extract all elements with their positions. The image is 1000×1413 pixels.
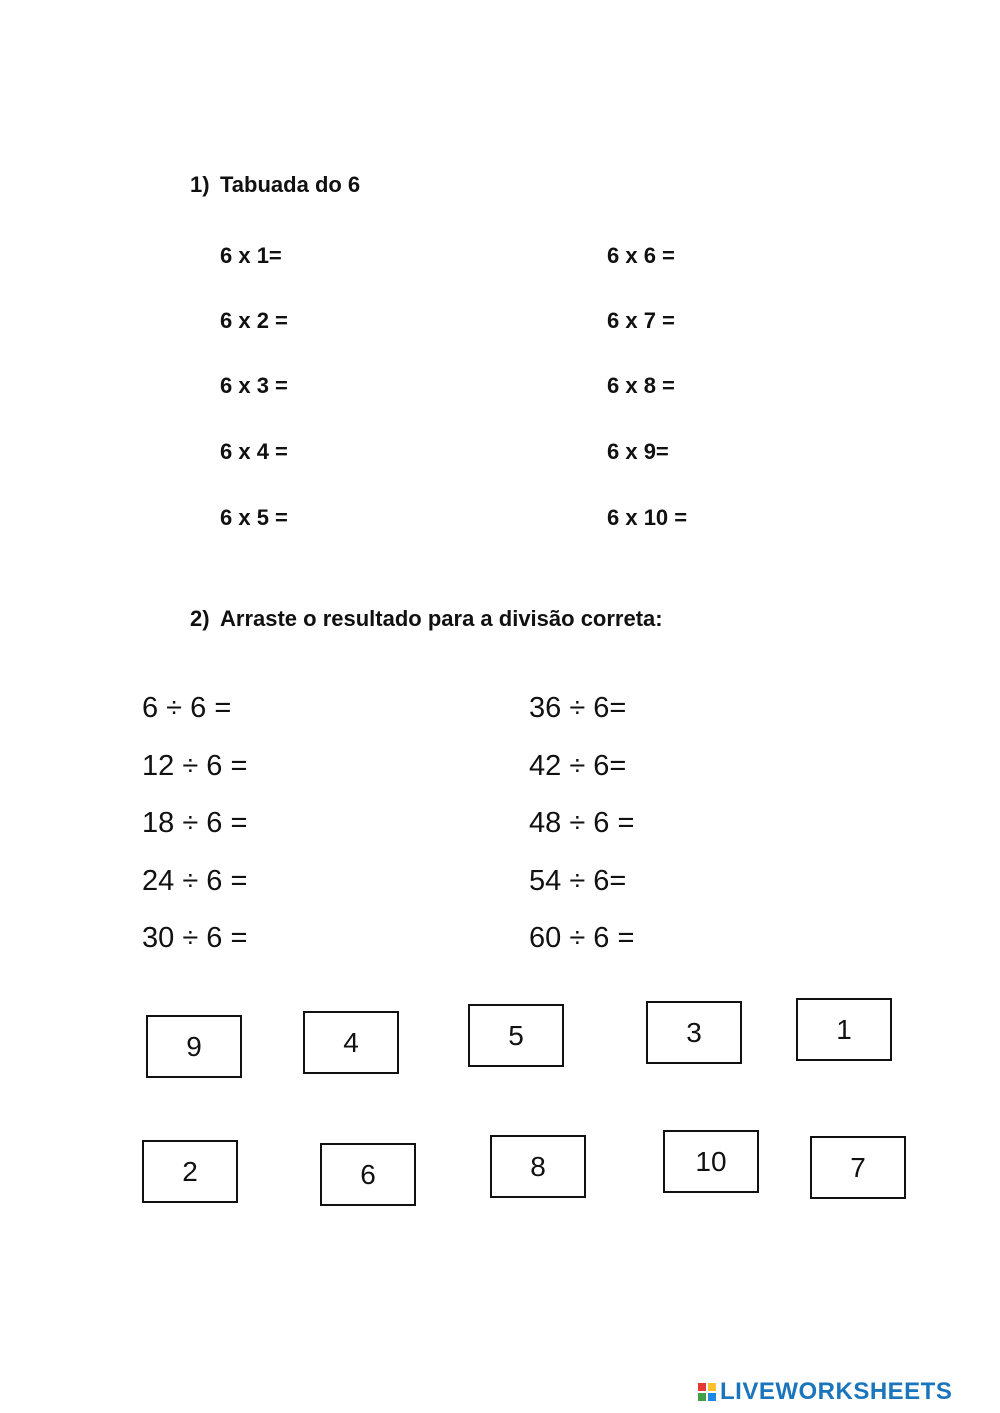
div-left-4: 24 ÷ 6 = <box>142 865 248 897</box>
answer-tile[interactable] <box>796 998 892 1061</box>
mult-right-4: 6 x 9= <box>607 439 669 464</box>
answer-tile[interactable] <box>142 1140 238 1203</box>
tile-value: 3 <box>686 1016 702 1048</box>
logo-square <box>708 1393 716 1401</box>
section2-title: Arraste o resultado para a divisão correta: <box>220 606 663 631</box>
answer-tile[interactable] <box>146 1015 242 1078</box>
div-right-1: 36 ÷ 6= <box>529 692 627 724</box>
section1-heading <box>190 172 360 198</box>
mult-left-2: 6 x 2 = <box>220 308 288 333</box>
mult-right-2: 6 x 7 = <box>607 308 675 333</box>
mult-left-1: 6 x 1= <box>220 243 282 268</box>
tile-value: 1 <box>836 1013 852 1045</box>
section2-number: 2) <box>190 606 210 631</box>
tile-value: 2 <box>182 1155 198 1187</box>
mult-right-3: 6 x 8 = <box>607 373 675 398</box>
div-right-4: 54 ÷ 6= <box>529 865 627 897</box>
tile-value: 6 <box>360 1158 376 1190</box>
logo-square <box>708 1383 716 1391</box>
tile-value: 8 <box>530 1150 546 1182</box>
brand-name: LIVEWORKSHEETS <box>720 1378 953 1405</box>
mult-left-5: 6 x 5 = <box>220 505 288 530</box>
section2-heading <box>190 606 663 632</box>
mult-left-3: 6 x 3 = <box>220 373 288 398</box>
logo-square <box>698 1383 706 1391</box>
logo-square <box>698 1393 706 1401</box>
footer-brand <box>698 1378 952 1406</box>
mult-left-4: 6 x 4 = <box>220 439 288 464</box>
mult-right-1: 6 x 6 = <box>607 243 675 268</box>
liveworksheets-logo-icon <box>698 1383 716 1401</box>
answer-tile[interactable] <box>646 1001 742 1064</box>
tile-value: 10 <box>695 1145 727 1177</box>
section1-number: 1) <box>190 172 210 197</box>
section1-title: Tabuada do 6 <box>220 172 361 197</box>
tile-value: 9 <box>186 1030 202 1062</box>
tile-value: 7 <box>850 1151 866 1183</box>
answer-tile[interactable] <box>663 1130 759 1193</box>
div-left-5: 30 ÷ 6 = <box>142 922 248 954</box>
tile-value: 5 <box>508 1019 524 1051</box>
mult-right-5: 6 x 10 = <box>607 505 688 530</box>
div-left-1: 6 ÷ 6 = <box>142 692 232 724</box>
div-left-3: 18 ÷ 6 = <box>142 807 248 839</box>
answer-tile[interactable] <box>468 1004 564 1067</box>
div-right-2: 42 ÷ 6= <box>529 750 627 782</box>
div-left-2: 12 ÷ 6 = <box>142 750 248 782</box>
tile-value: 4 <box>343 1026 359 1058</box>
answer-tile[interactable] <box>320 1143 416 1206</box>
answer-tile[interactable] <box>490 1135 586 1198</box>
div-right-3: 48 ÷ 6 = <box>529 807 635 839</box>
answer-tile[interactable] <box>303 1011 399 1074</box>
answer-tile[interactable] <box>810 1136 906 1199</box>
div-right-5: 60 ÷ 6 = <box>529 922 635 954</box>
